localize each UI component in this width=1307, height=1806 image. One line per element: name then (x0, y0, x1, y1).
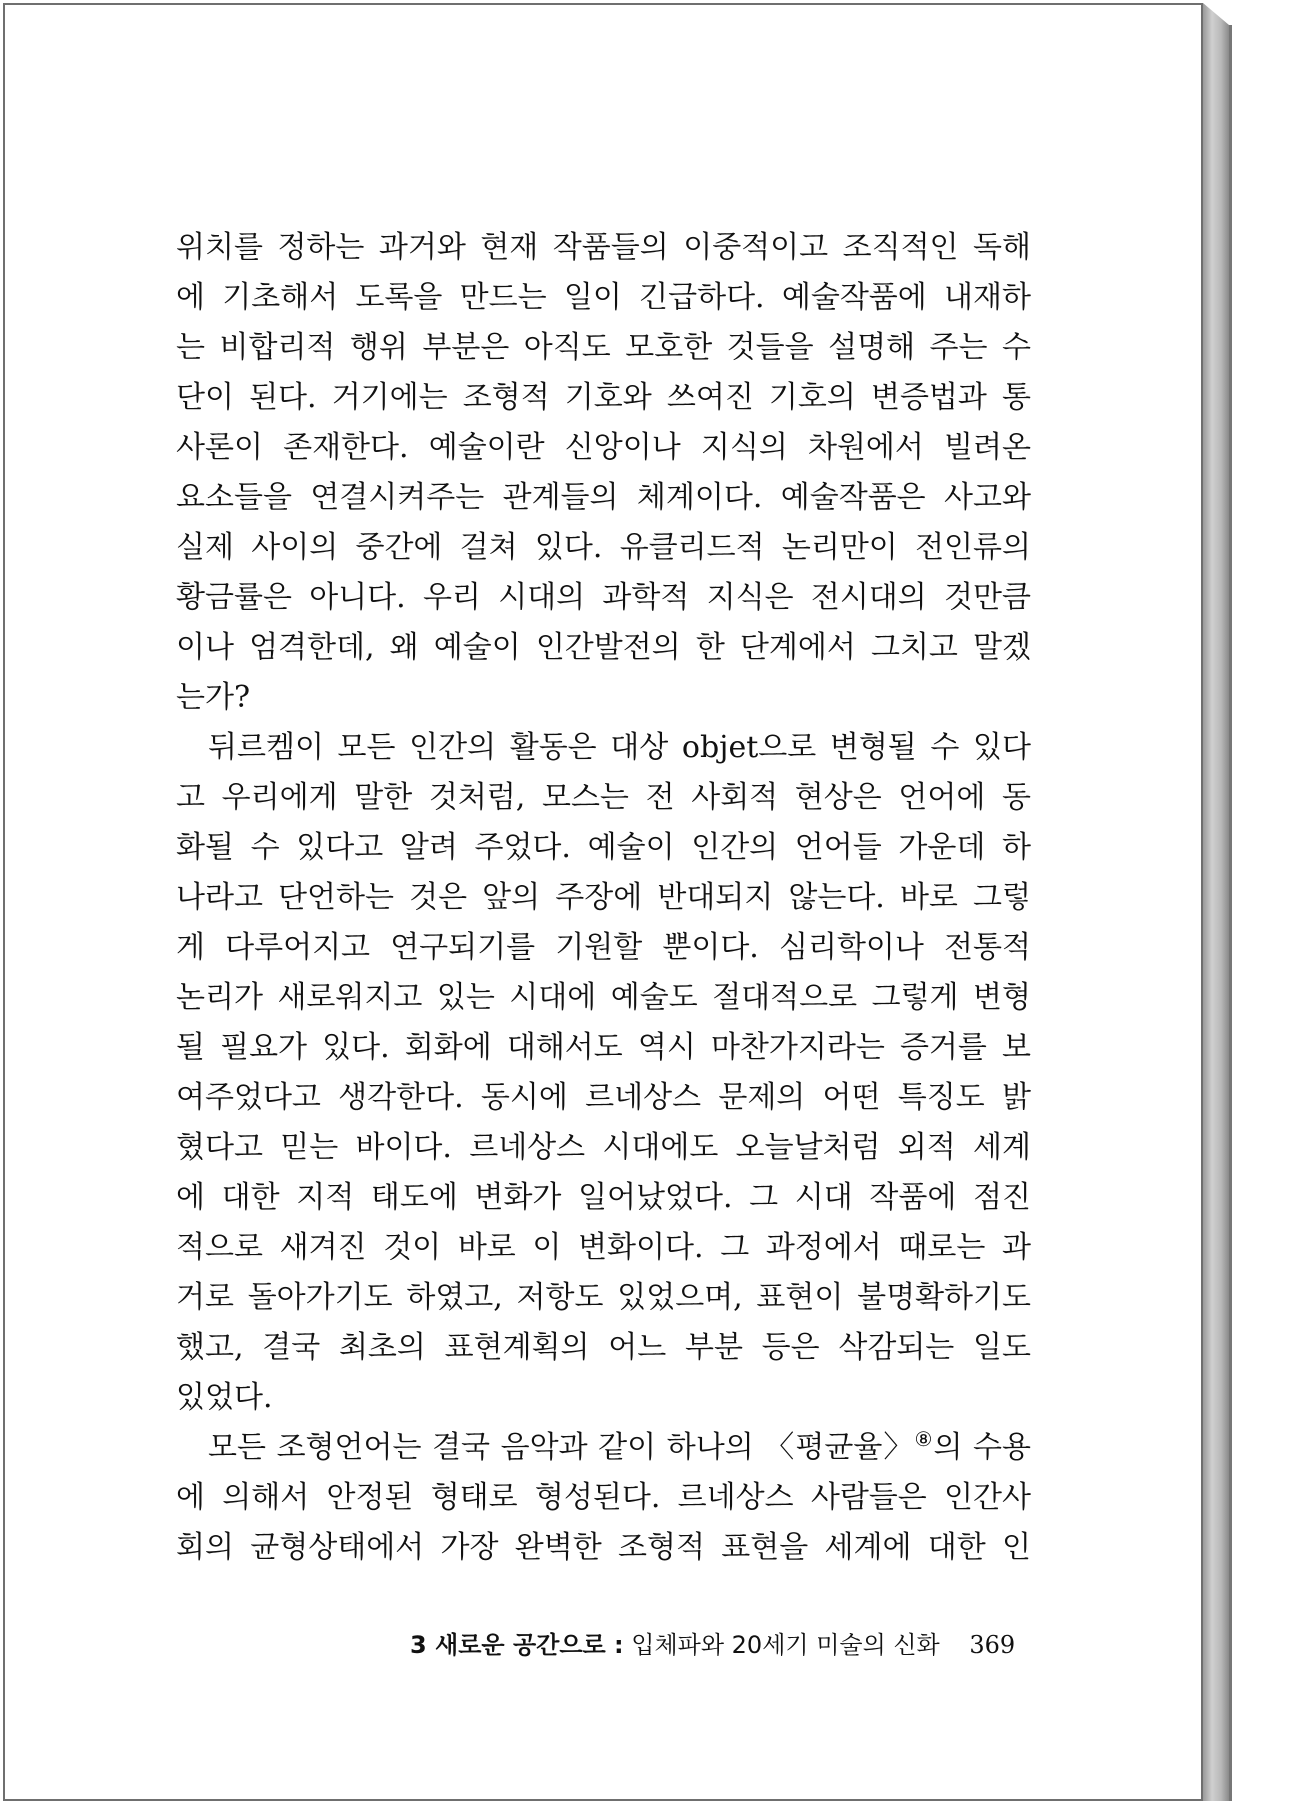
text-line: 화될 수 있다고 알려 주었다. 예술이 인간의 언어들 가운데 하 (176, 830, 1031, 865)
chapter-subtitle: 입체파와 20세기 미술의 신화 (631, 1631, 940, 1659)
text-line: 는 비합리적 행위 부분은 아직도 모호한 것들을 설명해 주는 수 (176, 330, 1031, 365)
text-line: 했고, 결국 최초의 표현계획의 어느 부분 등은 삭감되는 일도 (176, 1330, 1031, 1365)
text-line: 에 기초해서 도록을 만드는 일이 긴급하다. 예술작품에 내재하 (176, 280, 1031, 315)
text-line: 에 의해서 안정된 형태로 형성된다. 르네상스 사람들은 인간사 (176, 1480, 1031, 1515)
text-line: 회의 균형상태에서 가장 완벽한 조형적 표현을 세계에 대한 인 (176, 1530, 1031, 1565)
paragraph-start-line (176, 1423, 1031, 1473)
paragraph-end-line: 있었다. (176, 1380, 273, 1415)
text-line: 될 필요가 있다. 회화에 대해서도 역시 마찬가지라는 증거를 보 (176, 1030, 1031, 1065)
text-line: 단이 된다. 거기에는 조형적 기호와 쓰여진 기호의 변증법과 통 (176, 380, 1031, 415)
text-line: 사론이 존재한다. 예술이란 신앙이나 지식의 차원에서 빌려온 (176, 430, 1031, 465)
text-line: 황금률은 아니다. 우리 시대의 과학적 지식은 전시대의 것만큼 (176, 580, 1031, 615)
text-segment: 모든 조형언어는 결국 음악과 같이 하나의 〈평균율〉 (208, 1430, 915, 1465)
text-line: 이나 엄격한데, 왜 예술이 인간발전의 한 단계에서 그치고 말겠 (176, 630, 1031, 665)
book-page (3, 3, 1203, 1801)
text-segment: 의 수용 (933, 1430, 1031, 1465)
page-edge-line (1229, 25, 1232, 1801)
text-line: 실제 사이의 중간에 걸쳐 있다. 유클리드적 논리만이 전인류의 (176, 530, 1031, 565)
text-line: 고 우리에게 말한 것처럼, 모스는 전 사회적 현상은 언어에 동 (176, 780, 1031, 815)
text-line: 위치를 정하는 과거와 현재 작품들의 이중적이고 조직적인 독해 (176, 230, 1031, 265)
page-edge-shadow (1203, 3, 1229, 1801)
chapter-title: 3 새로운 공간으로 : (410, 1631, 624, 1659)
text-line: 거로 돌아가기도 하였고, 저항도 있었으며, 표현이 불명확하기도 (176, 1280, 1031, 1315)
body-text (176, 223, 1031, 1573)
paragraph-start-line: 뒤르켐이 모든 인간의 활동은 대상 objet으로 변형될 수 있다 (208, 730, 1031, 765)
running-footer (410, 1625, 1016, 1665)
text-line: 여주었다고 생각한다. 동시에 르네상스 문제의 어떤 특징도 밝 (176, 1080, 1031, 1115)
text-line: 논리가 새로워지고 있는 시대에 예술도 절대적으로 그렇게 변형 (176, 980, 1031, 1015)
text-line: 혔다고 믿는 바이다. 르네상스 시대에도 오늘날처럼 외적 세계 (176, 1130, 1031, 1165)
text-line: 게 다루어지고 연구되기를 기원할 뿐이다. 심리학이나 전통적 (176, 930, 1031, 965)
footnote-marker[interactable]: ⑧ (914, 1427, 934, 1451)
text-line: 적으로 새겨진 것이 바로 이 변화이다. 그 과정에서 때로는 과 (176, 1230, 1031, 1265)
text-line: 에 대한 지적 태도에 변화가 일어났었다. 그 시대 작품에 점진 (176, 1180, 1031, 1215)
page-number: 369 (969, 1631, 1016, 1659)
text-line: 요소들을 연결시켜주는 관계들의 체계이다. 예술작품은 사고와 (176, 480, 1031, 515)
paragraph-end-line: 는가? (176, 680, 251, 715)
text-line: 나라고 단언하는 것은 앞의 주장에 반대되지 않는다. 바로 그렇 (176, 880, 1031, 915)
